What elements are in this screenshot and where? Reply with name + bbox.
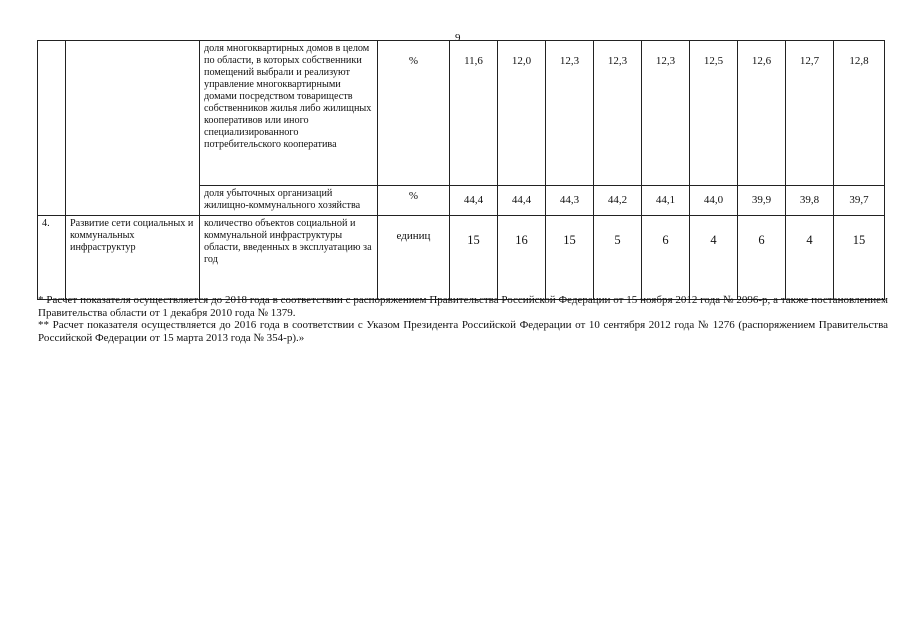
value-cell: 15	[546, 216, 594, 300]
value-cell: 44,3	[546, 186, 594, 216]
indicator-cell: доля убыточных организаций жилищно-коммунального хозяйства	[200, 186, 378, 216]
value-cell: 6	[738, 216, 786, 300]
footnotes	[38, 294, 888, 344]
page-number: 9	[455, 32, 461, 44]
direction-cell	[66, 41, 200, 216]
value-cell: 12,3	[642, 41, 690, 186]
indicators-table	[37, 40, 885, 300]
value-cell: 16	[498, 216, 546, 300]
value-cell: 12,8	[834, 41, 885, 186]
value-cell: 15	[834, 216, 885, 300]
value-cell: 12,3	[546, 41, 594, 186]
value-cell: 44,4	[450, 186, 498, 216]
table-row	[38, 41, 885, 186]
value-cell: 5	[594, 216, 642, 300]
row-number-cell	[38, 41, 66, 216]
footnote: * Расчет показателя осуществляется до 2018 года в соответствии с распоряжением Правительства Российской Федерации от 15 ноября 2012 года № 2096-р, а также постановлением Правительства области от 1 декабря 2010 года № 1379.	[38, 294, 888, 319]
value-cell: 39,7	[834, 186, 885, 216]
value-cell: 12,7	[786, 41, 834, 186]
table-row	[38, 216, 885, 300]
unit-cell: единиц	[378, 216, 450, 300]
value-cell: 39,8	[786, 186, 834, 216]
footnote: ** Расчет показателя осуществляется до 2016 года в соответствии с Указом Президента Российской Федерации от 10 сентября 2012 года № 1276 (распоряжением Правительства Российской Федерации от 15 марта 2013 года № 354-р).»	[38, 319, 888, 344]
value-cell: 12,6	[738, 41, 786, 186]
value-cell: 11,6	[450, 41, 498, 186]
value-cell: 39,9	[738, 186, 786, 216]
value-cell: 44,4	[498, 186, 546, 216]
value-cell: 12,0	[498, 41, 546, 186]
indicator-cell: количество объектов социальной и коммунальной инфраструктуры области, введенных в эксплуатацию за год	[200, 216, 378, 300]
value-cell: 44,0	[690, 186, 738, 216]
value-cell: 12,5	[690, 41, 738, 186]
value-cell: 44,1	[642, 186, 690, 216]
unit-cell: %	[378, 41, 450, 186]
unit-cell: %	[378, 186, 450, 216]
value-cell: 12,3	[594, 41, 642, 186]
value-cell: 6	[642, 216, 690, 300]
row-number-cell: 4.	[38, 216, 66, 300]
value-cell: 4	[690, 216, 738, 300]
indicator-cell: доля многоквартирных домов в целом по области, в которых собственники помещений выбрали и реализуют управление многоквартирными домами посредством товариществ собственников жилья либо жилищных кооперативов или иного специализированного потребительского кооператива	[200, 41, 378, 186]
direction-cell: Развитие сети социальных и коммунальных инфраструктур	[66, 216, 200, 300]
value-cell: 15	[450, 216, 498, 300]
indicators-table-container	[37, 40, 884, 300]
value-cell: 44,2	[594, 186, 642, 216]
value-cell: 4	[786, 216, 834, 300]
